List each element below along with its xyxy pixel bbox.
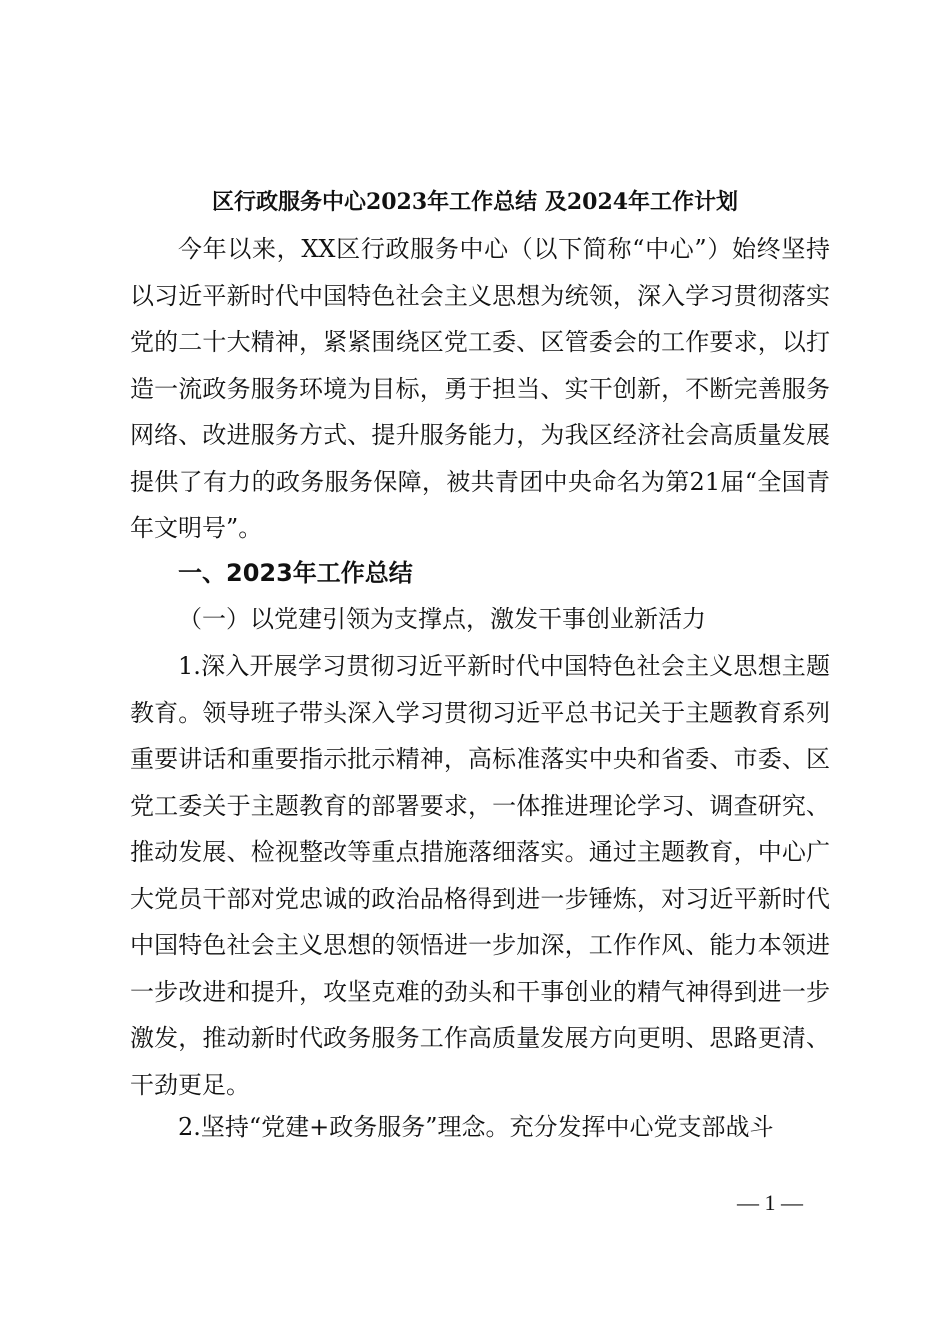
section-heading-summary: 一、2023年工作总结 bbox=[178, 559, 413, 587]
paragraph-item-1: 1.深入开展学习贯彻习近平新时代中国特色社会主义思想主题教育。领导班子带头深入学习贯彻习近平总书记关于主题教育系列重要讲话和重要指示批示精神，高标准落实中央和省委、市委、区党工委关于主题教育的部署要求，一体推进理论学习、调查研究、推动发展、检视整改等重点措施落细落实。通过主题教育，中心广大党员干部对党忠诚的政治品格得到进一步锤炼，对习近平新时代中国特色社会主义思想的领悟进一步加深，工作作风、能力本领进一步改进和提升，攻坚克难的劲头和干事创业的精气神得到进一步激发，推动新时代政务服务工作高质量发展方向更明、思路更清、干劲更足。 bbox=[130, 652, 830, 1099]
paragraph-item-2: 2.坚持“党建+政务服务”理念。充分发挥中心党支部战斗 bbox=[178, 1113, 774, 1141]
intro-paragraph: 今年以来，XX区行政服务中心（以下简称“中心”）始终坚持以习近平新时代中国特色社会主义思想为统领，深入学习贯彻落实党的二十大精神，紧紧围绕区党工委、区管委会的工作要求，以打造一流政务服务环境为目标，勇于担当、实干创新，不断完善服务网络、改进服务方式、提升服务能力，为我区经济社会高质量发展提供了有力的政务服务保障，被共青团中央命名为第21届“全国青年文明号”。 bbox=[130, 235, 830, 542]
document-title: 区行政服务中心2023年工作总结 及2024年工作计划 bbox=[211, 189, 739, 215]
page-number: — 1 — bbox=[737, 1190, 803, 1215]
subsection-heading-party-building: （一）以党建引领为支撑点，激发干事创业新活力 bbox=[178, 605, 706, 633]
